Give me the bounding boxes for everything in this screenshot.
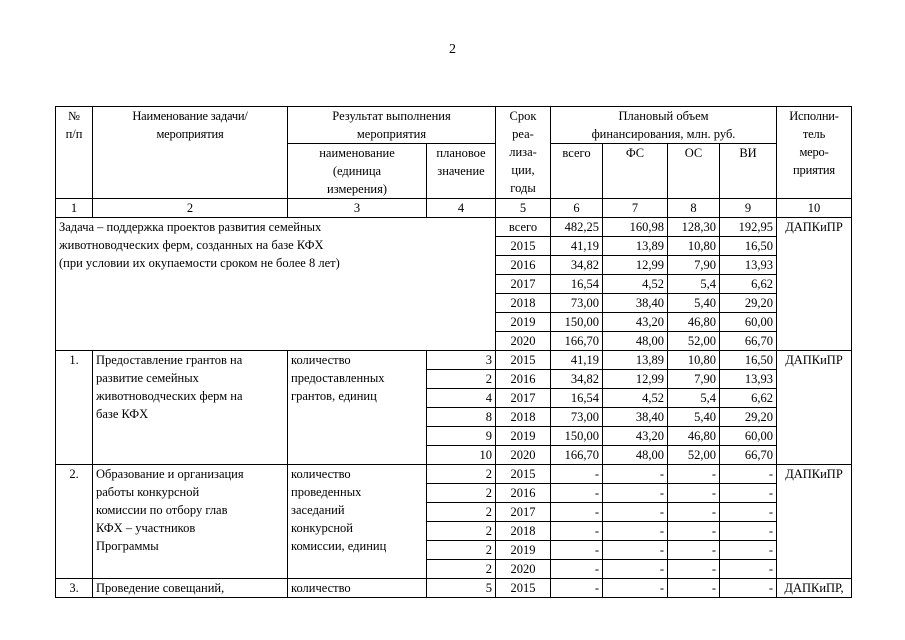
cell-executor: ДАПКиПР bbox=[777, 218, 852, 351]
cell-total: - bbox=[551, 560, 603, 579]
cell-total: 166,70 bbox=[551, 332, 603, 351]
cell-plan-value: 2 bbox=[427, 465, 496, 484]
cell-fs: 12,99 bbox=[603, 256, 668, 275]
cell-activity-name: Образование и организация работы конкурсной комиссии по отбору глав КФХ – участников Программы bbox=[93, 465, 288, 579]
header-fin-total: всего bbox=[551, 144, 603, 199]
cell-year: 2018 bbox=[496, 294, 551, 313]
cell-year: 2020 bbox=[496, 446, 551, 465]
column-number: 4 bbox=[427, 199, 496, 218]
cell-vi: 16,50 bbox=[720, 351, 777, 370]
cell-year: 2015 bbox=[496, 351, 551, 370]
cell-vi: 60,00 bbox=[720, 427, 777, 446]
cell-vi: 60,00 bbox=[720, 313, 777, 332]
cell-vi: 13,93 bbox=[720, 256, 777, 275]
cell-fs: 13,89 bbox=[603, 237, 668, 256]
cell-year: 2015 bbox=[496, 579, 551, 598]
cell-total: 16,54 bbox=[551, 389, 603, 408]
cell-total: 150,00 bbox=[551, 313, 603, 332]
cell-total: - bbox=[551, 503, 603, 522]
cell-os: 10,80 bbox=[668, 237, 720, 256]
cell-year: всего bbox=[496, 218, 551, 237]
cell-os: - bbox=[668, 465, 720, 484]
task-description: Задача – поддержка проектов развития семейных животноводческих ферм, созданных на базе КФХ (при условии их окупаемости сроком не более 8 лет) bbox=[56, 218, 496, 351]
cell-activity-num: 3. bbox=[56, 579, 93, 598]
cell-vi: - bbox=[720, 503, 777, 522]
cell-fs: - bbox=[603, 560, 668, 579]
cell-year: 2018 bbox=[496, 522, 551, 541]
cell-executor: ДАПКиПР bbox=[777, 465, 852, 579]
header-period: Срок реа- лиза- ции, годы bbox=[496, 107, 551, 199]
cell-plan-value: 8 bbox=[427, 408, 496, 427]
cell-plan-value: 2 bbox=[427, 370, 496, 389]
cell-os: 5,40 bbox=[668, 408, 720, 427]
cell-os: 7,90 bbox=[668, 256, 720, 275]
cell-vi: 192,95 bbox=[720, 218, 777, 237]
cell-total: 34,82 bbox=[551, 256, 603, 275]
cell-activity-num: 2. bbox=[56, 465, 93, 579]
header-executor: Исполни- тель меро- приятия bbox=[777, 107, 852, 199]
cell-vi: - bbox=[720, 560, 777, 579]
cell-vi: 29,20 bbox=[720, 294, 777, 313]
column-number: 9 bbox=[720, 199, 777, 218]
cell-os: - bbox=[668, 503, 720, 522]
cell-vi: 66,70 bbox=[720, 332, 777, 351]
cell-result-name: количество bbox=[288, 579, 427, 598]
header-result-name: наименование (единица измерения) bbox=[288, 144, 427, 199]
header-task-name: Наименование задачи/ мероприятия bbox=[93, 107, 288, 199]
cell-total: 41,19 bbox=[551, 351, 603, 370]
cell-plan-value: 2 bbox=[427, 541, 496, 560]
cell-total: 41,19 bbox=[551, 237, 603, 256]
cell-fs: 43,20 bbox=[603, 313, 668, 332]
cell-fs: - bbox=[603, 503, 668, 522]
cell-os: 5,4 bbox=[668, 389, 720, 408]
cell-vi: 6,62 bbox=[720, 275, 777, 294]
cell-vi: 13,93 bbox=[720, 370, 777, 389]
cell-plan-value: 10 bbox=[427, 446, 496, 465]
cell-os: 5,40 bbox=[668, 294, 720, 313]
cell-total: - bbox=[551, 541, 603, 560]
column-number: 6 bbox=[551, 199, 603, 218]
cell-fs: 12,99 bbox=[603, 370, 668, 389]
header-num: № п/п bbox=[56, 107, 93, 199]
cell-os: 7,90 bbox=[668, 370, 720, 389]
cell-os: 46,80 bbox=[668, 427, 720, 446]
cell-activity-name: Предоставление грантов на развитие семейных животноводческих ферм на базе КФХ bbox=[93, 351, 288, 465]
cell-os: - bbox=[668, 560, 720, 579]
table-row bbox=[56, 579, 852, 598]
cell-os: 10,80 bbox=[668, 351, 720, 370]
column-numbers-row bbox=[56, 199, 852, 218]
cell-year: 2016 bbox=[496, 484, 551, 503]
cell-year: 2016 bbox=[496, 370, 551, 389]
cell-vi: - bbox=[720, 579, 777, 598]
cell-plan-value: 2 bbox=[427, 484, 496, 503]
cell-fs: 160,98 bbox=[603, 218, 668, 237]
cell-plan-value: 2 bbox=[427, 522, 496, 541]
cell-year: 2019 bbox=[496, 427, 551, 446]
cell-fs: 13,89 bbox=[603, 351, 668, 370]
table-row bbox=[56, 351, 852, 370]
cell-executor: ДАПКиПР, bbox=[777, 579, 852, 598]
cell-year: 2018 bbox=[496, 408, 551, 427]
cell-fs: 38,40 bbox=[603, 294, 668, 313]
cell-vi: - bbox=[720, 465, 777, 484]
cell-os: - bbox=[668, 541, 720, 560]
column-number: 3 bbox=[288, 199, 427, 218]
cell-vi: 16,50 bbox=[720, 237, 777, 256]
cell-year: 2016 bbox=[496, 256, 551, 275]
cell-os: 52,00 bbox=[668, 446, 720, 465]
cell-os: 5,4 bbox=[668, 275, 720, 294]
column-number: 7 bbox=[603, 199, 668, 218]
cell-year: 2015 bbox=[496, 237, 551, 256]
column-number: 5 bbox=[496, 199, 551, 218]
cell-total: - bbox=[551, 465, 603, 484]
cell-total: 482,25 bbox=[551, 218, 603, 237]
cell-year: 2017 bbox=[496, 389, 551, 408]
cell-result-name: количество предоставленных грантов, единиц bbox=[288, 351, 427, 465]
cell-fs: 43,20 bbox=[603, 427, 668, 446]
cell-plan-value: 5 bbox=[427, 579, 496, 598]
cell-fs: 38,40 bbox=[603, 408, 668, 427]
cell-fs: 48,00 bbox=[603, 332, 668, 351]
cell-total: 73,00 bbox=[551, 294, 603, 313]
column-number: 10 bbox=[777, 199, 852, 218]
cell-plan-value: 2 bbox=[427, 503, 496, 522]
cell-os: - bbox=[668, 579, 720, 598]
cell-fs: 4,52 bbox=[603, 275, 668, 294]
cell-total: 150,00 bbox=[551, 427, 603, 446]
cell-total: 166,70 bbox=[551, 446, 603, 465]
cell-year: 2019 bbox=[496, 313, 551, 332]
cell-vi: - bbox=[720, 541, 777, 560]
cell-total: 16,54 bbox=[551, 275, 603, 294]
cell-vi: - bbox=[720, 484, 777, 503]
table-row bbox=[56, 218, 852, 237]
cell-year: 2017 bbox=[496, 275, 551, 294]
cell-vi: 6,62 bbox=[720, 389, 777, 408]
cell-fs: - bbox=[603, 465, 668, 484]
cell-year: 2015 bbox=[496, 465, 551, 484]
cell-total: 34,82 bbox=[551, 370, 603, 389]
cell-fs: - bbox=[603, 579, 668, 598]
header-result: Результат выполнения мероприятия bbox=[288, 107, 496, 144]
cell-result-name: количество проведенных заседаний конкурсной комиссии, единиц bbox=[288, 465, 427, 579]
cell-plan-value: 9 bbox=[427, 427, 496, 446]
header-fin-fs: ФС bbox=[603, 144, 668, 199]
cell-os: 128,30 bbox=[668, 218, 720, 237]
header-fin-vi: ВИ bbox=[720, 144, 777, 199]
cell-plan-value: 3 bbox=[427, 351, 496, 370]
page-number: 2 bbox=[449, 42, 456, 57]
header-result-plan: плановое значение bbox=[427, 144, 496, 199]
cell-plan-value: 4 bbox=[427, 389, 496, 408]
cell-os: 46,80 bbox=[668, 313, 720, 332]
cell-plan-value: 2 bbox=[427, 560, 496, 579]
cell-fs: 4,52 bbox=[603, 389, 668, 408]
cell-fs: - bbox=[603, 522, 668, 541]
cell-fs: - bbox=[603, 541, 668, 560]
cell-os: - bbox=[668, 522, 720, 541]
cell-year: 2019 bbox=[496, 541, 551, 560]
cell-year: 2020 bbox=[496, 332, 551, 351]
header-fin-os: ОС bbox=[668, 144, 720, 199]
column-number: 2 bbox=[93, 199, 288, 218]
cell-os: 52,00 bbox=[668, 332, 720, 351]
cell-executor: ДАПКиПР bbox=[777, 351, 852, 465]
header-finance: Плановый объем финансирования, млн. руб. bbox=[551, 107, 777, 144]
cell-total: - bbox=[551, 579, 603, 598]
cell-vi: 66,70 bbox=[720, 446, 777, 465]
cell-activity-name: Проведение совещаний, bbox=[93, 579, 288, 598]
cell-total: - bbox=[551, 522, 603, 541]
cell-vi: 29,20 bbox=[720, 408, 777, 427]
column-number: 8 bbox=[668, 199, 720, 218]
cell-os: - bbox=[668, 484, 720, 503]
cell-year: 2017 bbox=[496, 503, 551, 522]
cell-fs: - bbox=[603, 484, 668, 503]
table-row bbox=[56, 465, 852, 484]
cell-year: 2020 bbox=[496, 560, 551, 579]
cell-fs: 48,00 bbox=[603, 446, 668, 465]
cell-activity-num: 1. bbox=[56, 351, 93, 465]
cell-vi: - bbox=[720, 522, 777, 541]
financing-table bbox=[55, 106, 852, 598]
cell-total: 73,00 bbox=[551, 408, 603, 427]
column-number: 1 bbox=[56, 199, 93, 218]
cell-total: - bbox=[551, 484, 603, 503]
